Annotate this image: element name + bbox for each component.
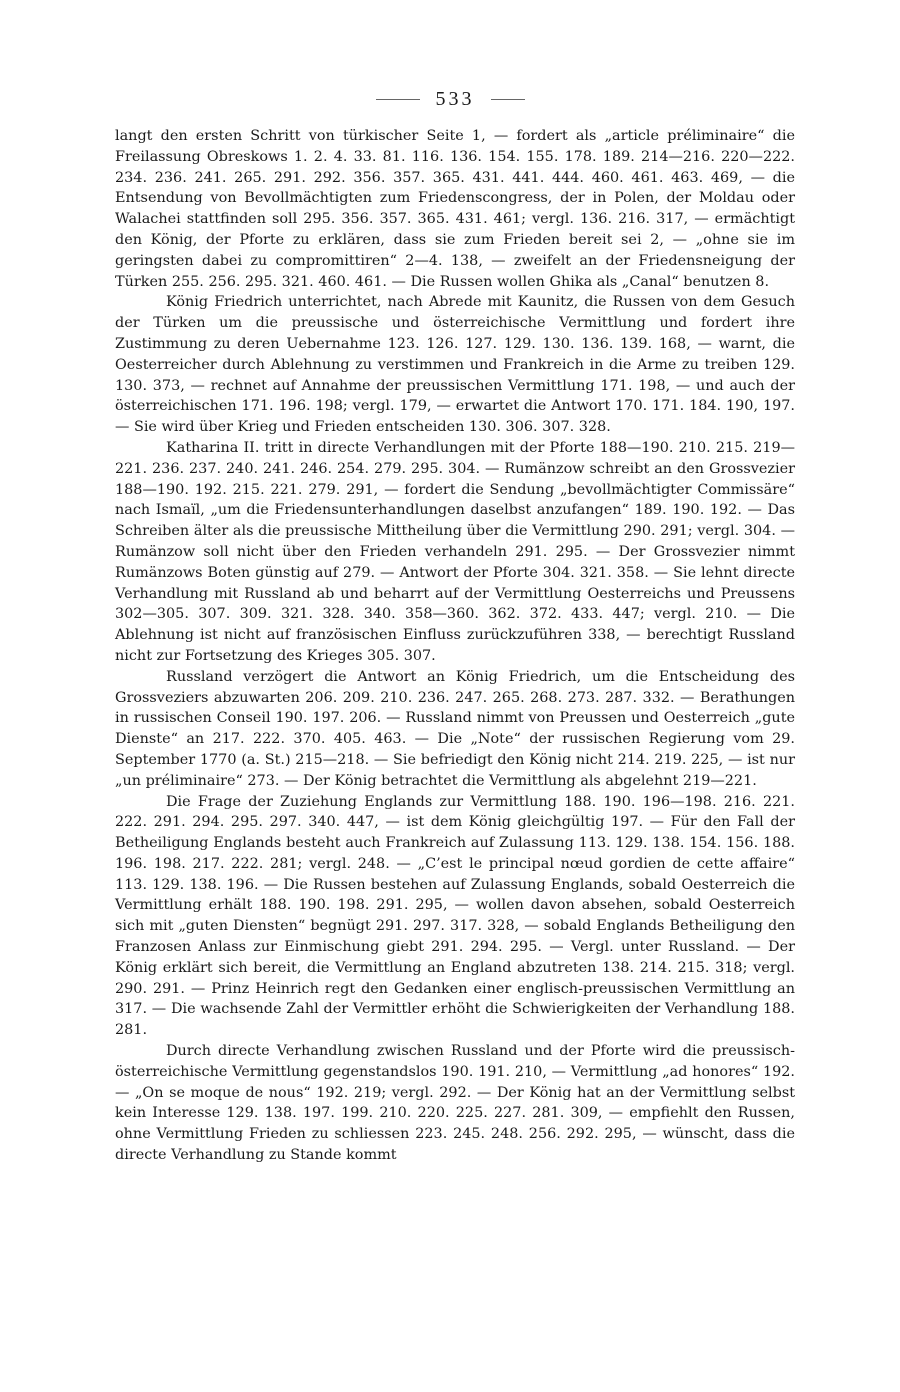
paragraph: Durch directe Verhandlung zwischen Russland und der Pforte wird die preussisch-österreichische Vermittlung gegenstandslos 190. 191. 210, — Vermittlung „ad honores“ 192. — „On se moque de nous“ 192. 219; vergl. 292. — Der König hat an der Vermittlung selbst kein Interesse 129. 138. 197. 199. 210. 220. 225. 227. 281. 309, — empfiehlt den Russen, ohne Vermittlung Frieden zu schliessen 223. 245. 248. 256. 292. 295, — wünscht, dass die directe Verhandlung zu Stande kommt [115,1043,795,1164]
header-rule-left [376,99,420,100]
paragraph: langt den ersten Schritt von türkischer Seite 1, — fordert als „article préliminaire“ die Freilassung Obreskows 1. 2. 4. 33. 81. 116. 136. 154. 155. 178. 189. 214—216. 220—222. 234. 236. 241. 265. 291. 292. 356. 357. 365. 431. 441. 444. 460. 461. 463. 469, — die Entsendung von Bevollmächtigten zum Friedenscongress, der in Polen, der Moldau oder Walachei stattfinden soll 295. 356. 357. 365. 431. 461; vergl. 136. 216. 317, — ermächtigt den König, der Pforte zu erklären, dass sie zum Frieden bereit sei 2, — „ohne sie im geringsten dabei zu compromittiren“ 2—4. 138, — zweifelt an der Friedensneigung der Türken 255. 256. 295. 321. 460. 461. — Die Russen wollen Ghika als „Canal“ benutzen 8. [115,128,795,290]
page-header [0,88,900,111]
paragraph: Die Frage der Zuziehung Englands zur Vermittlung 188. 190. 196—198. 216. 221. 222. 291. 294. 295. 297. 340. 447, — ist dem König gleichgültig 197. — Für den Fall der Betheiligung Englands besteht auch Frankreich auf Zulassung 113. 129. 138. 154. 156. 188. 196. 198. 217. 222. 281; vergl. 248. — „C’est le principal nœud gordien de cette affaire“ 113. 129. 138. 196. — Die Russen bestehen auf Zulassung Englands, sobald Oesterreich die Vermittlung erhält 188. 190. 198. 291. 295, — wollen davon absehen, sobald Oesterreich sich mit „guten Diensten“ begnügt 291. 297. 317. 328, — sobald Englands Betheiligung den Franzosen Anlass zur Einmischung giebt 291. 294. 295. — Vergl. unter Russland. — Der König erklärt sich bereit, die Vermittlung an England abzutreten 138. 214. 215. 318; vergl. 290. 291. — Prinz Heinrich regt den Gedanken einer englisch-preussischen Vermittlung an 317. — Die wachsende Zahl der Vermittler erhöht die Schwierigkeiten der Verhandlung 188. 281. [115,793,795,1039]
paragraph: Katharina II. tritt in directe Verhandlungen mit der Pforte 188—190. 210. 215. 219—221. 236. 237. 240. 241. 246. 254. 279. 295. 304. — Rumänzow schreibt an den Grossvezier 188—190. 192. 215. 221. 279. 291, — fordert die Sendung „bevollmächtigter Commissäre“ nach Ismaïl, „um die Friedensunterhandlungen daselbst anzufangen“ 189. 190. 192. — Das Schreiben älter als die preussische Mittheilung über die Vermittlung 290. 291; vergl. 304. — Rumänzow soll nicht über den Frieden verhandeln 291. 295. — Der Grossvezier nimmt Rumänzows Boten günstig auf 279. — Antwort der Pforte 304. 321. 358. — Sie lehnt directe Verhandlung mit Russland ab und beharrt auf der Vermittlung Oesterreichs und Preussens 302—305. 307. 309. 321. 328. 340. 358—360. 362. 372. 433. 447; vergl. 210. — Die Ablehnung ist nicht auf französischen Einfluss zurückzuführen 338, — berechtigt Russland nicht zur Fortsetzung des Krieges 305. 307. [115,439,795,664]
text-body [115,126,795,1166]
paragraph: König Friedrich unterrichtet, nach Abrede mit Kaunitz, die Russen von dem Gesuch der Türken um die preussische und österreichische Vermittlung und fordert ihre Zustimmung zu deren Uebernahme 123. 126. 127. 129. 130. 136. 139. 168, — warnt, die Oesterreicher durch Ablehnung zu verstimmen und Frankreich in die Arme zu treiben 129. 130. 373, — rechnet auf Annahme der preussischen Vermittlung 171. 198, — und auch der österreichischen 171. 196. 198; vergl. 179, — erwartet die Antwort 170. 171. 184. 190, 197. — Sie wird über Krieg und Frieden entscheiden 130. 306. 307. 328. [115,294,795,436]
page-number: 533 [435,88,475,110]
header-rule-right [491,99,525,100]
paragraph: Russland verzögert die Antwort an König Friedrich, um die Entscheidung des Grossveziers abzuwarten 206. 209. 210. 236. 247. 265. 268. 273. 287. 332. — Berathungen in russischen Conseil 190. 197. 206. — Russland nimmt von Preussen und Oesterreich „gute Dienste“ an 217. 222. 370. 405. 463. — Die „Note“ der russischen Regierung vom 29. September 1770 (a. St.) 215—218. — Sie befriedigt den König nicht 214. 219. 225, — ist nur „un préliminaire“ 273. — Der König betrachtet die Vermittlung als abgelehnt 219—221. [115,668,795,789]
